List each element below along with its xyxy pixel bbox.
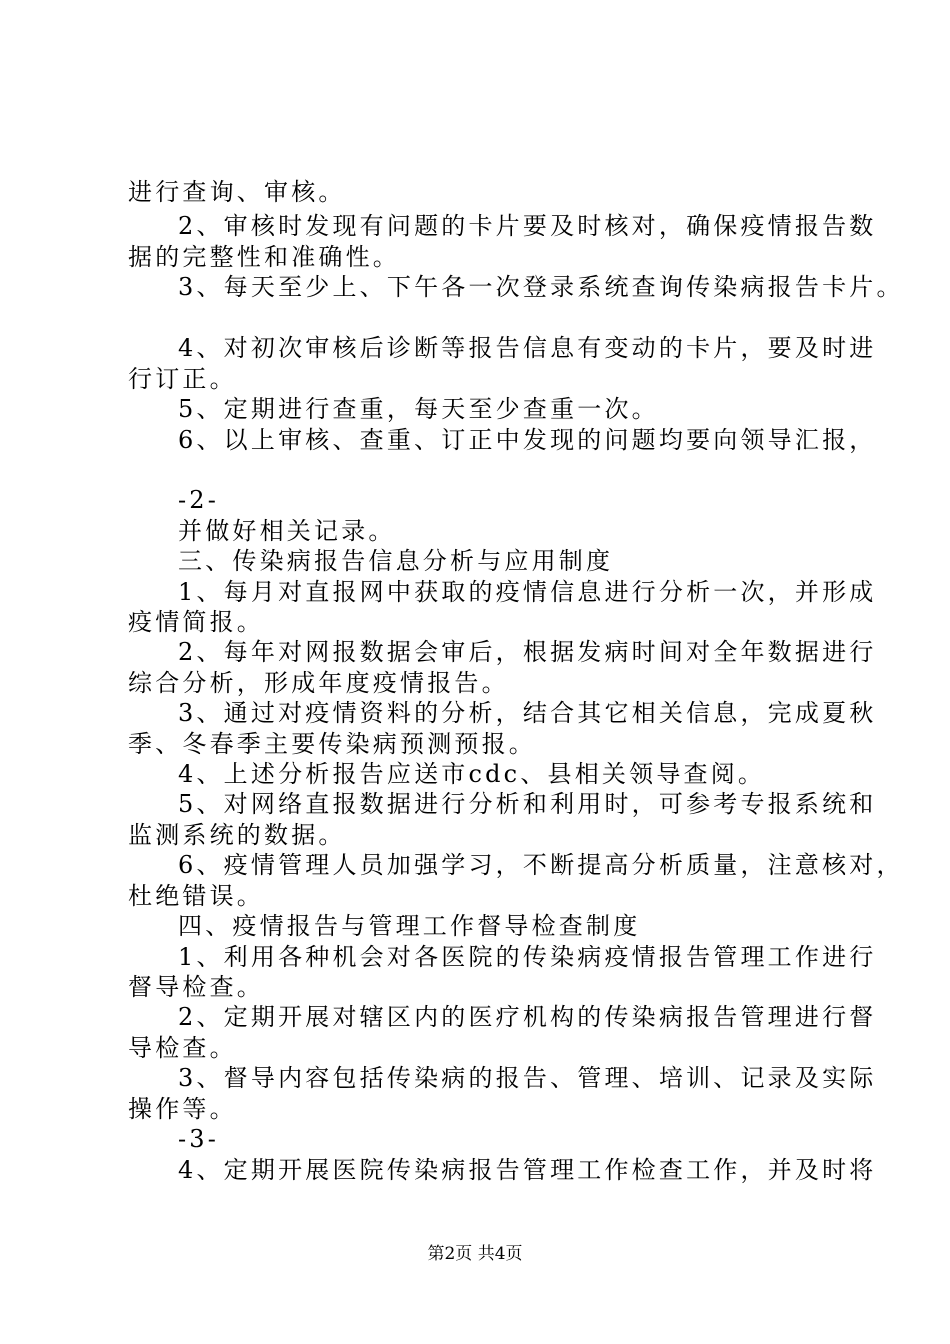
- text-line: 疫情简报。: [128, 608, 264, 636]
- text-line: 2、审核时发现有问题的卡片要及时核对，确保疫情报告数: [178, 212, 877, 240]
- text-line: 4、对初次审核后诊断等报告信息有变动的卡片，要及时进: [178, 334, 877, 362]
- text-line: 导检查。: [128, 1034, 237, 1062]
- text-line: 操作等。: [128, 1095, 237, 1123]
- text-line: 1、每月对直报网中获取的疫情信息进行分析一次，并形成: [178, 578, 877, 606]
- text-line: 5、对网络直报数据进行分析和利用时，可参考专报系统和: [178, 790, 877, 818]
- text-line: 杜绝错误。: [128, 882, 264, 910]
- text-line: 并做好相关记录。: [178, 517, 396, 545]
- text-line: 6、疫情管理人员加强学习，不断提高分析质量，注意核对，: [178, 851, 904, 879]
- page-marker: -2-: [178, 486, 220, 514]
- text-line: 3、督导内容包括传染病的报告、管理、培训、记录及实际: [178, 1064, 877, 1092]
- text-line: 进行查询、审核。: [128, 178, 346, 206]
- section-heading: 三、传染病报告信息分析与应用制度: [178, 547, 614, 575]
- text-line: 3、通过对疫情资料的分析，结合其它相关信息，完成夏秋: [178, 699, 877, 727]
- page-footer: 第2页 共4页: [427, 1244, 523, 1264]
- text-line: 4、定期开展医院传染病报告管理工作检查工作，并及时将: [178, 1156, 877, 1184]
- text-line: 6、以上审核、查重、订正中发现的问题均要向领导汇报，: [178, 426, 877, 454]
- text-line: 5、定期进行查重，每天至少查重一次。: [178, 395, 659, 423]
- text-line: 督导检查。: [128, 973, 264, 1001]
- text-line: 季、冬春季主要传染病预测预报。: [128, 730, 536, 758]
- text-line: 行订正。: [128, 365, 237, 393]
- text-line: 监测系统的数据。: [128, 821, 346, 849]
- page-marker: -3-: [178, 1125, 220, 1153]
- text-line: 3、每天至少上、下午各一次登录系统查询传染病报告卡片。: [178, 273, 904, 301]
- text-line: 据的完整性和准确性。: [128, 243, 400, 271]
- section-heading: 四、疫情报告与管理工作督导检查制度: [178, 912, 641, 940]
- text-line: 2、每年对网报数据会审后，根据发病时间对全年数据进行: [178, 638, 877, 666]
- text-line: 2、定期开展对辖区内的医疗机构的传染病报告管理进行督: [178, 1003, 877, 1031]
- text-line: 1、利用各种机会对各医院的传染病疫情报告管理工作进行: [178, 943, 877, 971]
- text-line: 综合分析，形成年度疫情报告。: [128, 669, 509, 697]
- text-line: 4、上述分析报告应送市cdc、县相关领导查阅。: [178, 760, 766, 788]
